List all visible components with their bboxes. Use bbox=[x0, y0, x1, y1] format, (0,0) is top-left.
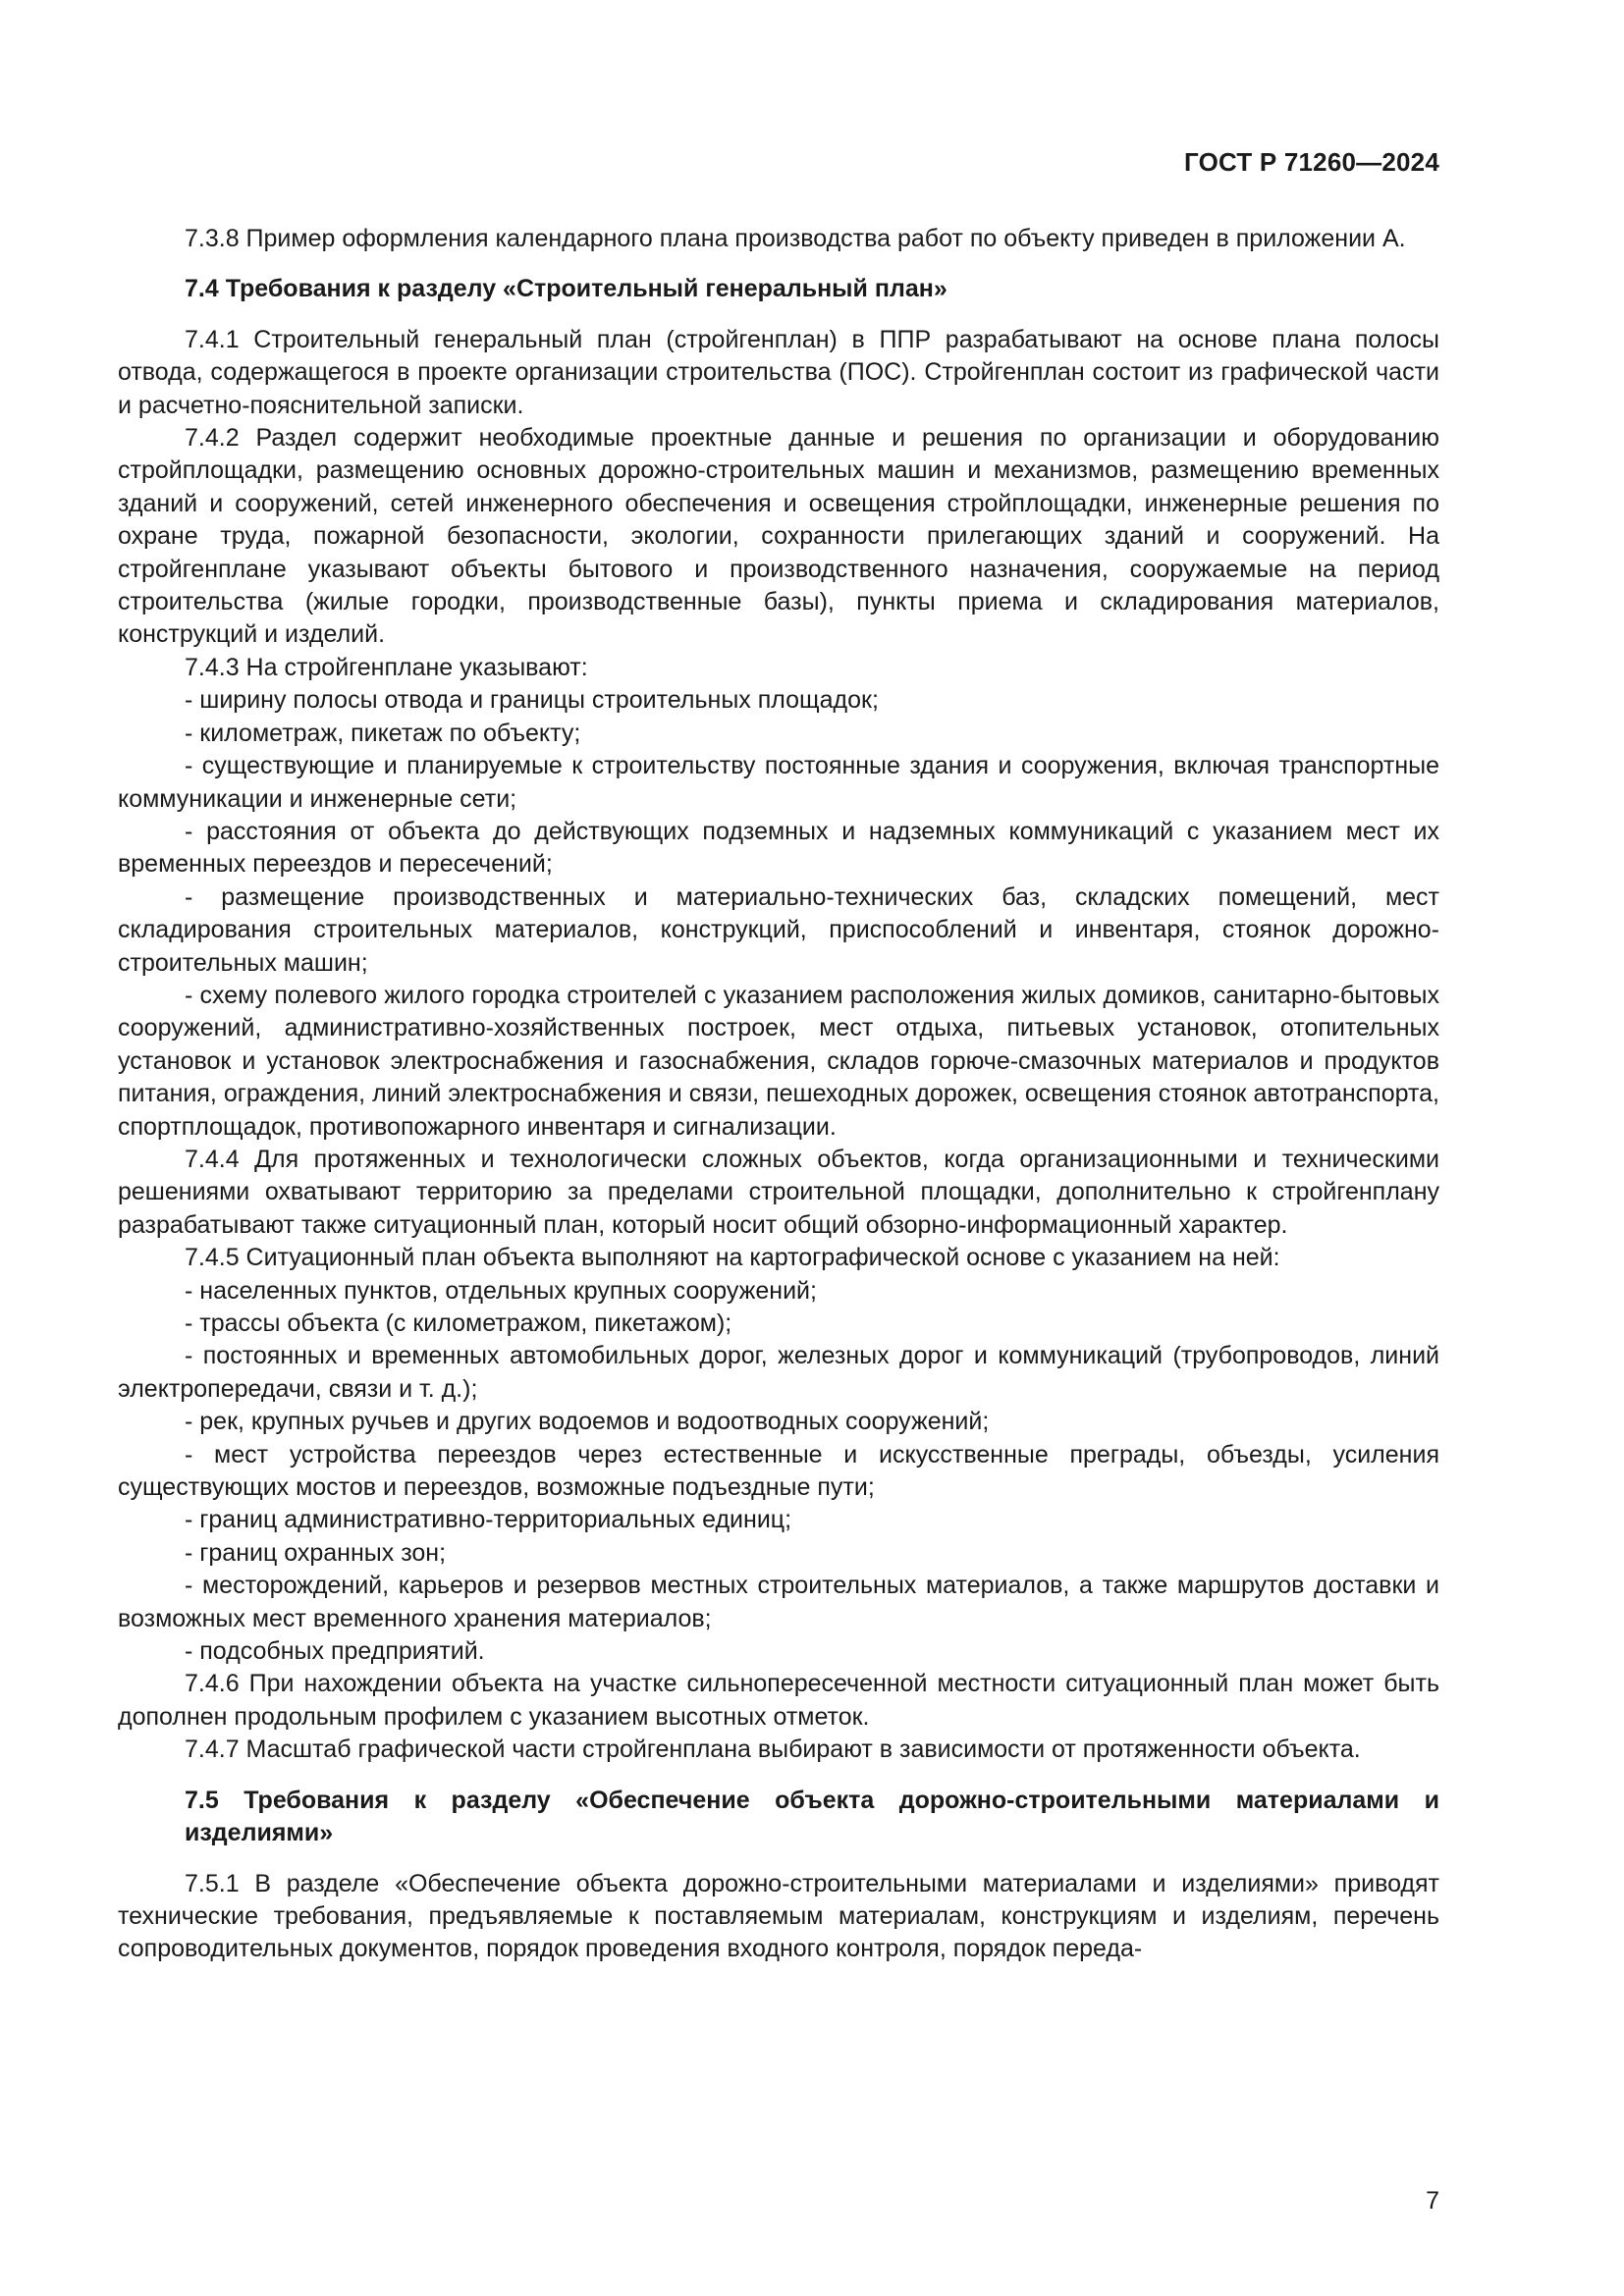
paragraph: - населенных пунктов, отдельных крупных сооружений; bbox=[185, 1276, 817, 1305]
paragraph: - размещение производственных и материально-технических баз, складских помещений, мест складирования строительных материалов, конструкций, приспособлений и инвентаря, стоянок дорожно-строительных машин; bbox=[118, 882, 1439, 977]
paragraph: - границ охранных зон; bbox=[185, 1538, 447, 1567]
paragraph: - рек, крупных ручьев и других водоемов и водоотводных сооружений; bbox=[185, 1408, 990, 1436]
paragraph: 7.4.2 Раздел содержит необходимые проектные данные и решения по организации и оборудованию стройплощадки, размещению основных дорожно-строительных машин и механизмов, размещению временных зданий и сооружений, сетей инженерного обеспечения и освещения стройплощадки, инженерные решения по охране труда, пожарной безопасности, экологии, сохранности прилегающих зданий и сооружений. На стройгенплане указывают объекты бытового и производственного назначения, сооружаемые на период строительства (жилые городки, производственные базы), пункты приема и складирования материалов, конструкций и изделий. bbox=[118, 424, 1439, 649]
page-number: 7 bbox=[1426, 2187, 1439, 2215]
paragraph: 7.4.1 Строительный генеральный план (стройгенплан) в ППР разрабатывают на основе плана полосы отвода, содержащегося в проекте организации строительства (ПОС). Стройгенплан состоит из графической части и расчетно-пояснительной записки. bbox=[118, 325, 1439, 419]
paragraph: - месторождений, карьеров и резервов местных строительных материалов, а также маршрутов доставки и возможных мест временного хранения материалов; bbox=[118, 1572, 1439, 1632]
paragraph: - постоянных и временных автомобильных дорог, железных дорог и коммуникаций (трубопроводов, линий электропередачи, связи и т. д.); bbox=[118, 1342, 1439, 1403]
paragraph: - существующие и планируемые к строительству постоянные здания и сооружения, включая транспортные коммуникации и инженерные сети; bbox=[118, 752, 1439, 813]
paragraph: 7.4.3 На стройгенплане указывают: bbox=[185, 653, 588, 681]
paragraph: - километраж, пикетаж по объекту; bbox=[185, 719, 581, 747]
paragraph: 7.4.5 Ситуационный план объекта выполняют на картографической основе с указанием на ней: bbox=[185, 1244, 1280, 1272]
paragraph: 7.5.1 В разделе «Обеспечение объекта дорожно-строительными материалами и изделиями» приводят технические требования, предъявляемые к поставляемым материалам, конструкциям и изделиям, перечень сопроводительных документов, порядок проведения входного контроля, порядок переда- bbox=[118, 1869, 1439, 1963]
section-heading: 7.5 Требования к разделу «Обеспечение объекта дорожно-строительными материалами и изделиями» bbox=[185, 1786, 1439, 1847]
paragraph: - мест устройства переездов через естественные и искусственные преграды, объезды, усиления существующих мостов и переездов, возможные подъездные пути; bbox=[118, 1440, 1439, 1502]
section-heading: 7.4 Требования к разделу «Строительный генеральный план» bbox=[185, 275, 947, 303]
paragraph: 7.4.4 Для протяженных и технологически сложных объектов, когда организационными и техническими решениями охватывают территорию за пределами строительной площадки, дополнительно к стройгенплану разрабатывают также ситуационный план, который носит общий обзорно-информационный характер. bbox=[118, 1145, 1439, 1239]
paragraph: 7.4.6 При нахождении объекта на участке сильнопересеченной местности ситуационный план может быть дополнен продольным профилем с указанием высотных отметок. bbox=[118, 1670, 1439, 1731]
paragraph: 7.4.7 Масштаб графической части стройгенплана выбирают в зависимости от протяженности объекта. bbox=[185, 1735, 1361, 1764]
document-body bbox=[118, 223, 1439, 1966]
page-title: ГОСТ Р 71260—2024 bbox=[1184, 147, 1439, 177]
paragraph: - трассы объекта (с километражом, пикетажом); bbox=[185, 1309, 732, 1337]
paragraph: 7.3.8 Пример оформления календарного плана производства работ по объекту приведен в приложении А. bbox=[185, 225, 1406, 252]
paragraph: - схему полевого жилого городка строителей с указанием расположения жилых домиков, санитарно-бытовых сооружений, административно-хозяйственных построек, мест отдыха, питьевых установок, отопительных установок и установок электроснабжения и газоснабжения, складов горюче-смазочных материалов и продуктов питания, ограждения, линий электроснабжения и связи, пешеходных дорожек, освещения стоянок автотранспорта, спортплощадок, противопожарного инвентаря и сигнализации. bbox=[118, 981, 1439, 1141]
paragraph: - ширину полосы отвода и границы строительных площадок; bbox=[185, 686, 879, 715]
paragraph: - подсобных предприятий. bbox=[185, 1637, 485, 1666]
paragraph: - расстояния от объекта до действующих подземных и надземных коммуникаций с указанием мест их временных переездов и пересечений; bbox=[118, 817, 1439, 879]
paragraph: - границ административно-территориальных единиц; bbox=[185, 1506, 792, 1534]
